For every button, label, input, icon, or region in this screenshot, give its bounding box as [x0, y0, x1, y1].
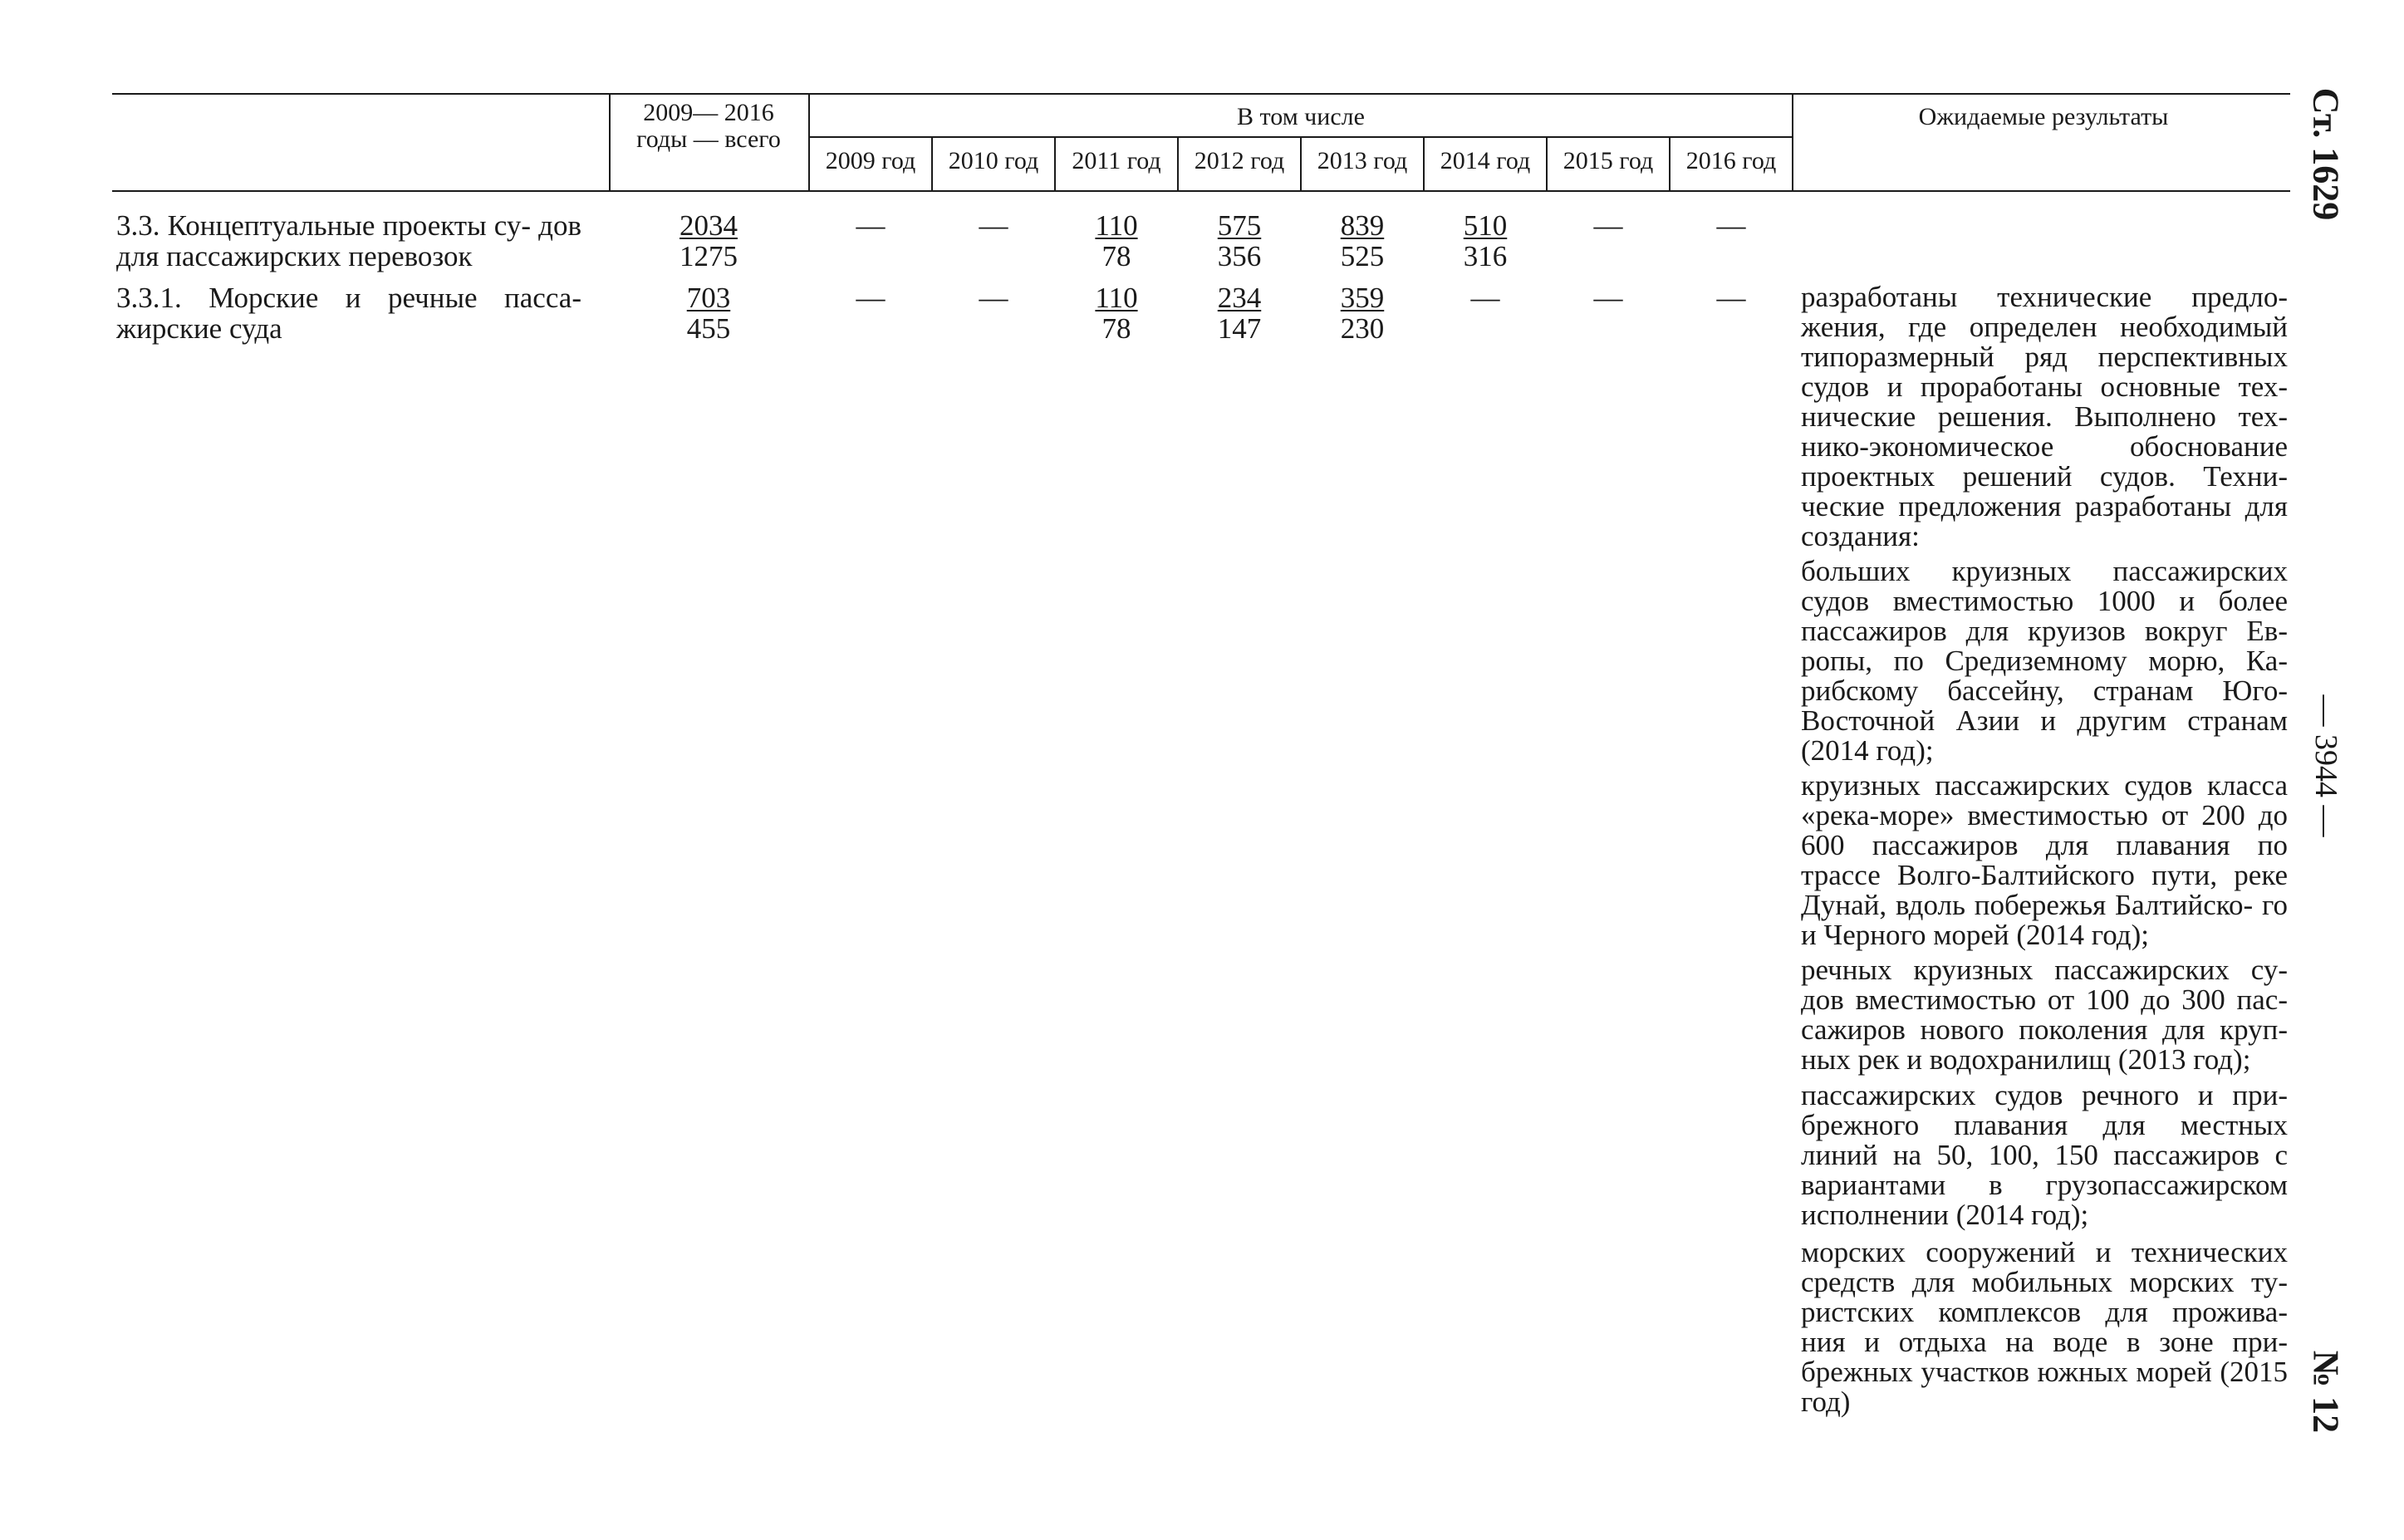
result-paragraph: морских сооружений и технических средств для мобильных морских ту- ристских комплексов для прожива- ния и отдыха на воде в зоне при- брежных участков южных морей (2015 год): [1801, 1236, 2288, 1418]
value-bottom: 230: [1340, 312, 1385, 345]
value-bottom: 1275: [679, 240, 738, 272]
year-cell: [809, 210, 932, 241]
header-year: 2011 год: [1072, 147, 1161, 174]
value-top: 110: [1095, 282, 1138, 314]
dash: —: [1470, 282, 1500, 314]
value-top: 703: [686, 282, 731, 314]
value-top: 510: [1463, 209, 1508, 242]
value-bottom: 316: [1463, 240, 1508, 272]
result-paragraph: круизных пассажирских судов класса «река-море» вместимостью от 200 до 600 пассажиров для плавания по трассе Волго-Балтийского пути, реке Дунай, вдоль побережья Балтийско- го и Черного морей (2014 год);: [1801, 769, 2288, 951]
dash: —: [856, 209, 886, 242]
year-cell: [1547, 210, 1670, 241]
result-paragraph: пассажирских судов речного и при- брежного плавания для местных линий на 50, 100, 150 пассажиров с вариантами в грузопассажирском исполнении (2014 год);: [1801, 1079, 2288, 1231]
dash: —: [1593, 282, 1623, 314]
year-cell: [1670, 282, 1793, 313]
year-cell: [1424, 210, 1547, 272]
header-including: В том числе: [1237, 103, 1365, 130]
year-cell: [1424, 282, 1547, 313]
dash: —: [856, 282, 886, 314]
header-year: 2013 год: [1317, 147, 1408, 174]
year-cell: [1178, 210, 1301, 272]
row-label: 3.3.1. Морские и речные пасса- жирские суда: [116, 282, 581, 345]
margin-issue-number: № 12: [2305, 1350, 2347, 1434]
value-bottom: 455: [686, 312, 731, 345]
header-year: 2014 год: [1440, 147, 1531, 174]
dash: —: [1716, 282, 1746, 314]
header-total-column: 2009— 2016 годы — всего: [636, 99, 781, 153]
dash: —: [1716, 209, 1746, 242]
value-bottom: 147: [1217, 312, 1262, 345]
col-divider: [1792, 93, 1793, 192]
value-bottom: 78: [1101, 312, 1131, 345]
dash: —: [979, 209, 1008, 242]
header-year: 2009 год: [825, 147, 916, 174]
value-top: 839: [1340, 209, 1385, 242]
value-bottom: 525: [1340, 240, 1385, 272]
value-top: 359: [1340, 282, 1385, 314]
year-cell: [1178, 282, 1301, 344]
value-top: 234: [1217, 282, 1262, 314]
row-label: 3.3. Концептуальные проекты су- дов для пассажирских перевозок: [116, 209, 581, 272]
header-year: 2012 год: [1194, 147, 1285, 174]
margin-article-number: Ст. 1629: [2305, 87, 2347, 221]
result-paragraph: разработаны технические предло- жения, где определен необходимый типоразмерный ряд перспективных судов и проработаны основные тех- нические решения. Выполнено тех- нико-экономическое обоснование проектных решений судов. Техни- ческие предложения разработаны для создания:: [1801, 281, 2288, 552]
result-paragraph: больших круизных пассажирских судов вместимостью 1000 и более пассажиров для круизов вокруг Ев- ропы, по Средиземному морю, Ка- рибскому бассейну, странам Юго- Восточной Азии и другим странам (2014 год);: [1801, 555, 2288, 767]
year-cell: [1301, 282, 1424, 344]
total-cell: [647, 282, 770, 344]
year-cell: [1055, 210, 1178, 272]
year-cell: [932, 282, 1055, 313]
value-top: 2034: [679, 209, 738, 242]
year-cell: [1670, 210, 1793, 241]
dash: —: [979, 282, 1008, 314]
value-bottom: 78: [1101, 240, 1131, 272]
value-top: 575: [1217, 209, 1262, 242]
result-paragraph: речных круизных пассажирских су- дов вместимостью от 100 до 300 пас- сажиров нового поколения для круп- ных рек и водохранилищ (2013 год);: [1801, 954, 2288, 1076]
table-header-bottom-rule: [112, 190, 2290, 192]
header-year: 2015 год: [1563, 147, 1654, 174]
col-divider: [609, 93, 611, 192]
year-cell: [1055, 282, 1178, 344]
margin-page-number: — 3944 —: [2308, 694, 2343, 837]
header-year: 2010 год: [948, 147, 1039, 174]
year-cell: [932, 210, 1055, 241]
header-year: 2016 год: [1685, 147, 1777, 174]
header-expected-results: Ожидаемые результаты: [1918, 103, 2169, 130]
value-top: 110: [1095, 209, 1138, 242]
dash: —: [1593, 209, 1623, 242]
total-cell: [647, 210, 770, 272]
year-cell: [1301, 210, 1424, 272]
year-cell: [809, 282, 932, 313]
year-cell: [1547, 282, 1670, 313]
value-bottom: 356: [1217, 240, 1262, 272]
table-top-rule: [112, 93, 2290, 95]
